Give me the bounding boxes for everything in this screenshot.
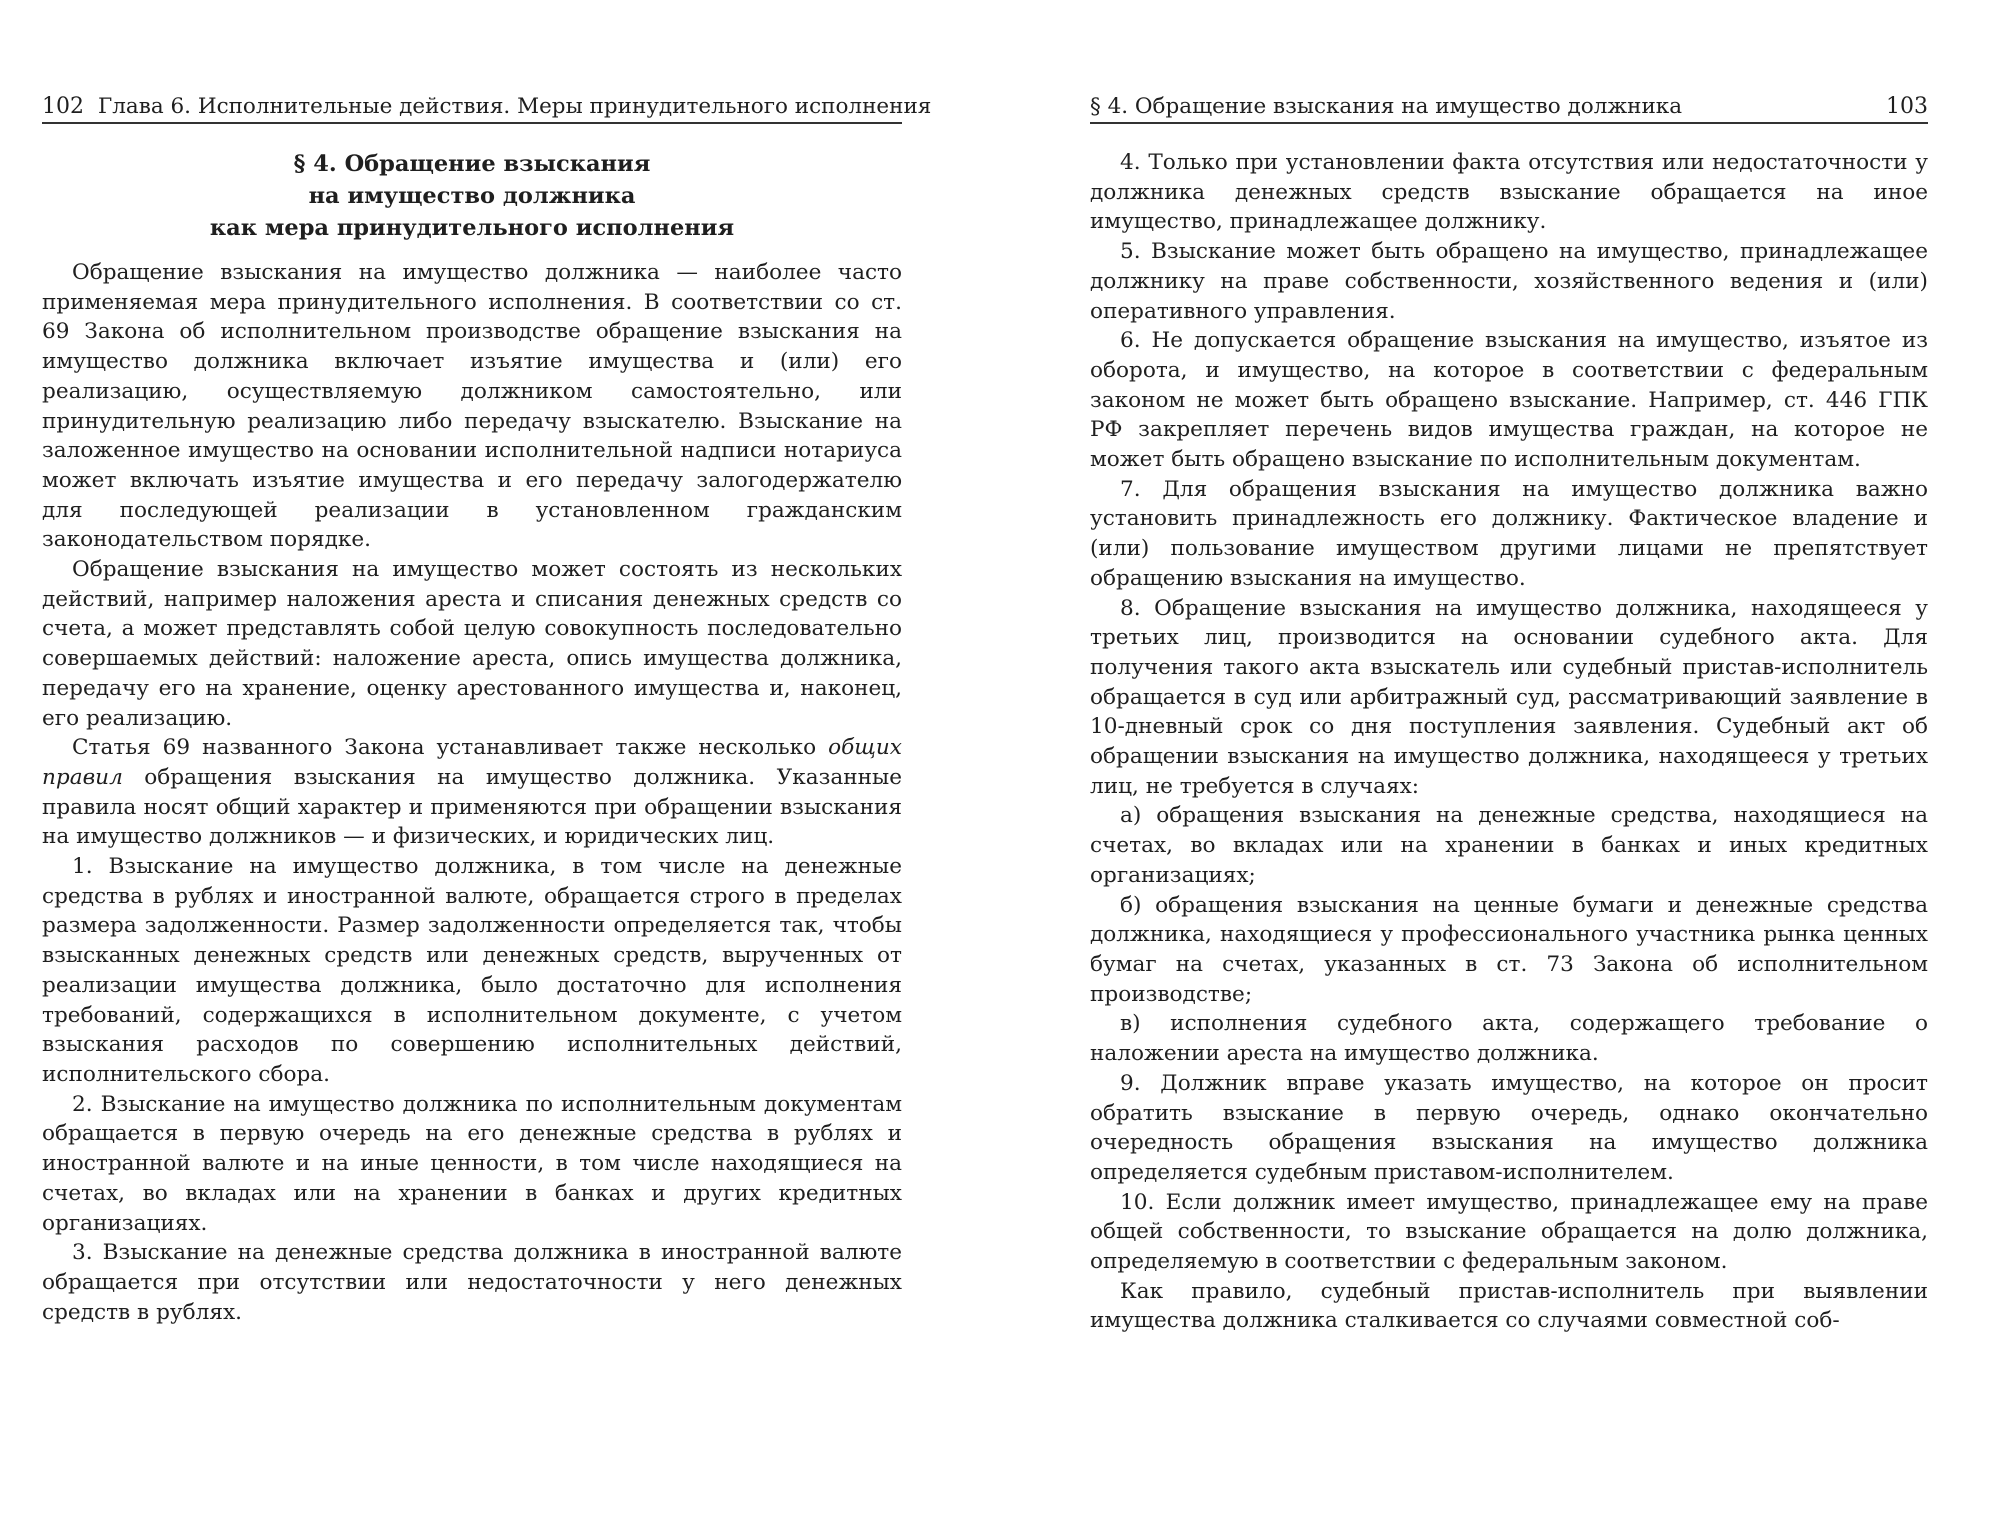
section-title-line: на имущество должника — [308, 183, 636, 209]
rule-item: 3. Взыскание на денежные средства должника в иностранной валюте обращается при отсутствии или недостаточности у него денежных средств в рублях. — [42, 1240, 902, 1325]
sub-item: б) обращения взыскания на ценные бумаги и денежные средства должника, находящиеся у профессионального участника рынка ценных бумаг на счетах, указанных в ст. 73 Закона об исполнительном производстве; — [1090, 892, 1928, 1007]
sub-item: а) обращения взыскания на денежные средства, находящиеся на счетах, во вкладах или на хранении в банках и иных кредитных организациях; — [1090, 803, 1928, 888]
section-title-line: как мера принудительного исполнения — [209, 215, 735, 241]
rule-item: 10. Если должник имеет имущество, принадлежащее ему на праве общей собственности, то взыскание обращается на долю должника, определяемую в соответствии с федеральным законом. — [1090, 1189, 1928, 1275]
right-page-number: 103 — [1886, 94, 1928, 119]
paragraph: Обращение взыскания на имущество должника — наиболее часто применяемая мера принудительного исполнения. В соответствии со ст. 69 Закона об исполнительном производстве обращение взыскания на имущество должника включает изъятие имущества и (или) его реализацию, осуществляемую должником самостоятельно, или принудительную реализацию либо передачу взыскателю. Взыскание на заложенное имущество на основании исполнительной надписи нотариуса может включать изъятие имущества и его передачу залогодержателю для последующей реализации в установленном гражданским законодательством порядке. — [42, 260, 902, 553]
right-running-head-text: § 4. Обращение взыскания на имущество должника — [1090, 94, 1683, 119]
right-page — [1000, 0, 2000, 1516]
rule-item: 1. Взыскание на имущество должника, в том числе на денежные средства в рублях и иностранной валюте, обращается строго в пределах размера задолженности. Размер задолженности определяется так, чтобы взысканных денежных средств или денежных средств, вырученных от реализации имущества должника, было достаточно для исполнения требований, содержащихся в исполнительном документе, с учетом взыскания расходов по совершению исполнительных действий, исполнительского сбора. — [42, 854, 902, 1087]
rule-item: 8. Обращение взыскания на имущество должника, находящееся у третьих лиц, производится на основании судебного акта. Для получения такого акта взыскатель или судебный пристав-исполнитель обращается в суд или арбитражный суд, рассматривающий заявление в 10-дневный срок со дня поступления заявления. Судебный акт об обращении взыскания на имущество должника, находящееся у третьих лиц, не требуется в случаях: — [1090, 595, 1928, 799]
left-body — [42, 148, 902, 1327]
right-running-head — [1090, 92, 1928, 124]
paragraph-text: Статья 69 названного Закона устанавливает также несколько — [72, 735, 829, 761]
paragraph-text: обращения взыскания на имущество должника. Указанные правила носят общий характер и применяются при обращении взыскания на имущество должников — и физических, и юридических лиц. — [42, 764, 902, 850]
left-running-head-text: Глава 6. Исполнительные действия. Меры принудительного исполнения — [98, 94, 932, 119]
rule-item: 4. Только при установлении факта отсутствия или недостаточности у должника денежных средств взыскание обращается на иное имущество, принадлежащее должнику. — [1090, 150, 1928, 235]
section-title-line: § 4. Обращение взыскания — [293, 151, 651, 177]
rule-item: 7. Для обращения взыскания на имущество должника важно установить принадлежность его должнику. Фактическое владение и (или) пользование имуществом другими лицами не препятствует обращению взыскания на имущество. — [1090, 476, 1928, 591]
rule-item: 6. Не допускается обращение взыскания на имущество, изъятое из оборота, и имущество, на которое в соответствии с федеральным законом не может быть обращено взыскание. Например, ст. 446 ГПК РФ закрепляет перечень видов имущества граждан, на которое не может быть обращено взыскание по исполнительным документам. — [1090, 328, 1928, 473]
section-title — [42, 148, 902, 244]
left-running-head — [42, 92, 932, 124]
sub-item: в) исполнения судебного акта, содержащего требование о наложении ареста на имущество должника. — [1090, 1011, 1928, 1067]
rule-item: 9. Должник вправе указать имущество, на которое он просит обратить взыскание в первую очередь, однако окончательно очередность обращения взыскания на имущество должника определяется судебным приставом-исполнителем. — [1090, 1070, 1928, 1185]
rule-item: 5. Взыскание может быть обращено на имущество, принадлежащее должнику на праве собственности, хозяйственного ведения и (или) оперативного управления. — [1090, 239, 1928, 324]
paragraph-general-rules — [42, 733, 902, 852]
paragraph: Как правило, судебный пристав-исполнитель при выявлении имущества должника сталкивается со случаями совместной соб- — [1090, 1278, 1928, 1334]
paragraph: Обращение взыскания на имущество может состоять из нескольких действий, например наложения ареста и списания денежных средств со счета, а может представлять собой целую совокупность последовательно совершаемых действий: наложение ареста, опись имущества должника, передачу его на хранение, оценку арестованного имущества и, наконец, его реализацию. — [42, 557, 902, 731]
left-page-number: 102 — [42, 94, 84, 119]
italic-term: общих правил — [42, 735, 902, 790]
rule-item: 2. Взыскание на имущество должника по исполнительным документам обращается в первую очередь на его денежные средства в рублях и иностранной валюте и на иные ценности, в том числе находящиеся на счетах, во вкладах или на хранении в банках и других кредитных организациях. — [42, 1091, 902, 1236]
right-body — [1090, 148, 1928, 1336]
